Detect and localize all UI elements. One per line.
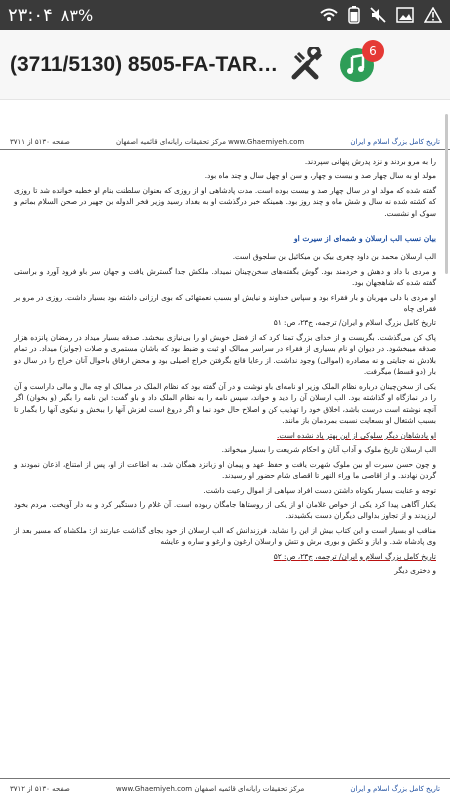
status-time: ۲۳:۰۴ (8, 4, 53, 26)
header-source: مرکز تحقیقات رایانه‌ای قائمیه اصفهان www.Ghaemiyeh.com (116, 138, 305, 146)
paragraph: و مردی با داد و دهش و خردمند بود. گوش بگفته‌های سخن‌چینان نمیداد. ملکش جدا گسترش یافت و جهان سر باو فرود آورد و براستی گفته شده که شاهجهان بود. (14, 266, 436, 288)
paragraph: مولد او به سال چهار صد و بیست و چهار، و سن او چهل سال و چند ماه بود. (204, 171, 436, 181)
page-reference: تاریخ کامل بزرگ اسلام و ایران/ ترجمه، ج۲۳، ص: ۵۲ (273, 551, 436, 561)
document-page[interactable] (0, 100, 450, 800)
paragraph: او مردی با دلی مهربان و بار فقراء بود و سپاس خداوند و نیایش او بسبب نعمتهائی که بوی ارزانی داشته بود بسیار داشت. روزی در مرو بر فقرای چاه (14, 292, 436, 313)
document-title: (3711/5130) 8505-FA-TAR… (10, 52, 279, 76)
battery-percent: ۸۳% (60, 5, 94, 25)
app-toolbar (0, 30, 450, 100)
section-heading: بیان نسب الب ارسلان و شمه‌ای از سیرت او (293, 234, 436, 244)
notification-alert-icon (424, 7, 442, 23)
paragraph: الب ارسلان تاریخ ملوک و آداب آنان و احکام شریعت را بسیار میخواند. (221, 445, 436, 455)
header-book-title: تاریخ کامل بزرگ اسلام و ایران (350, 138, 440, 146)
paragraph: و دختری دیگر (394, 566, 436, 576)
paragraph: یکبار آگاهی پیدا کرد یکی از خواص غلامان او از یکی از روستاها جامگان ربوده است. آن غلام را دستگیر کرد و به دار آویخت. مردم بخود لرزیدند و از تجاوز بداوالی دیگران دست بکشیدند. (14, 500, 436, 521)
tools-icon[interactable] (288, 47, 324, 83)
battery-icon (348, 6, 360, 24)
page-header (0, 132, 450, 150)
header-page-number: صفحه ۵۱۳۰ از ۳۷۱۱ (10, 138, 70, 146)
footer-source: www.Ghaemiyeh.com مرکز تحقیقات رایانه‌ای قائمیه اصفهان (116, 785, 305, 793)
paragraph: یکی از سخن‌چینان درباره نظام الملک وزیر او نامه‌ای باو نوشت و در آن گفته بود که نظام الملک در ممالک او چه مال و مالی داراست و آن را در نمازگاه او گذاشته بود. الب ارسلان آن را دید و خواند، سپس نامه را به نظام الملک داد و باو گفت: این نامه را بگیر (و بخوان) اگر آنچه نوشته است درست باشد، اخلاق خود را تهذیب کن و اصلاح حال خود نما و اگر دروغ است لغزش آنها را ببخش و نیکوی آنها را بگمار تا بسبب اشتغال او بسعایت نسبت بمردمان باز مانند. (14, 381, 436, 426)
scrollbar[interactable] (445, 114, 448, 274)
gallery-icon (396, 7, 414, 23)
paragraph: را به مرو بردند و نزد پدرش پنهانی سپردند. (304, 157, 436, 166)
footer-book-title: تاریخ کامل بزرگ اسلام و ایران (350, 785, 440, 793)
document-body (0, 150, 450, 577)
underlined-sentence: او پادشاهان دیگر سلوکی از این بهتر یاد نشده است. (276, 430, 436, 440)
status-bar (0, 0, 450, 30)
mute-icon (370, 7, 386, 23)
footer-page-number: صفحه ۵۱۳۰ از ۳۷۱۲ (10, 785, 70, 793)
wifi-icon (320, 8, 338, 22)
paragraph: توجه و عنایت بسیار بکوتاه داشتن دست افراد سپاهی از اموال رعیت داشت. (203, 485, 436, 495)
notification-badge: 6 (362, 40, 384, 62)
page-footer (0, 778, 450, 796)
paragraph: پاک کن می‌گذشت. بگریست و از خدای بزرگ تمنا کرد که از فضل خویش او را بی‌نیازی ببخشد. صدقه بسیار میداد در رمضان پانزده هزار صدقه میبخشود. در دیوان او نام بسیاری از فقراء در سراسر ممالک او ثبت و ضبط بود که باشان مستمری و صلات (جوایز) میداد. در تمام بلادش نه جنایتی و نه مصادره (اموالی) وجود نداشت. از رعایا قانع بگرفتن خراج اصیلی بود و محض ارفاق باحوال آنان خراج را در سال دو بار (دو قسط) میگرفت. (14, 332, 436, 377)
app-icon-with-badge[interactable] (338, 43, 377, 84)
paragraph: الب ارسلان محمد بن داود چغری بیک بن میکائیل بن سلجوق است. (232, 252, 436, 262)
paragraph: و چون حسن سیرت او بین ملوک شهرت یافت و حفظ عهد و پیمان او زبانزد همگان شد. به اطاعت از او، پس از امتناع، اذعان نمودند و گردن نهادند. و از اقاصی ما وراء النهر تا اقصای شام حضور او رسیدند. (14, 459, 436, 481)
page-reference: تاریخ کامل بزرگ اسلام و ایران/ ترجمه، ج۲۳، ص: ۵۱ (273, 318, 436, 328)
paragraph: گفته شده که مولد او در سال چهار صد و بیست بوده است. مدت پادشاهی او از روزی که بعنوان سلطنت بنام او خطبه خوانده شد تا روزی که کشته شده نه سال و شش ماه و چند روز بود. همینکه خبر درگذشت او به بغداد رسید وزیر فخر الدوله بن جهیر در صحن السلام بماتم و سوک او نشست. (14, 185, 436, 218)
paragraph: مناقب او بسیار است و این کتاب بیش از این را نشاید. فرزندانش که الب ارسلان از خود بجای گذاشت عبارتند از: ملکشاه که مسیر بعد از وی پادشاه شد. و ایاز و تکش و بوری برش و تتش و ارسلان ارغون و ارغو و ساره و عایشه (14, 525, 436, 547)
